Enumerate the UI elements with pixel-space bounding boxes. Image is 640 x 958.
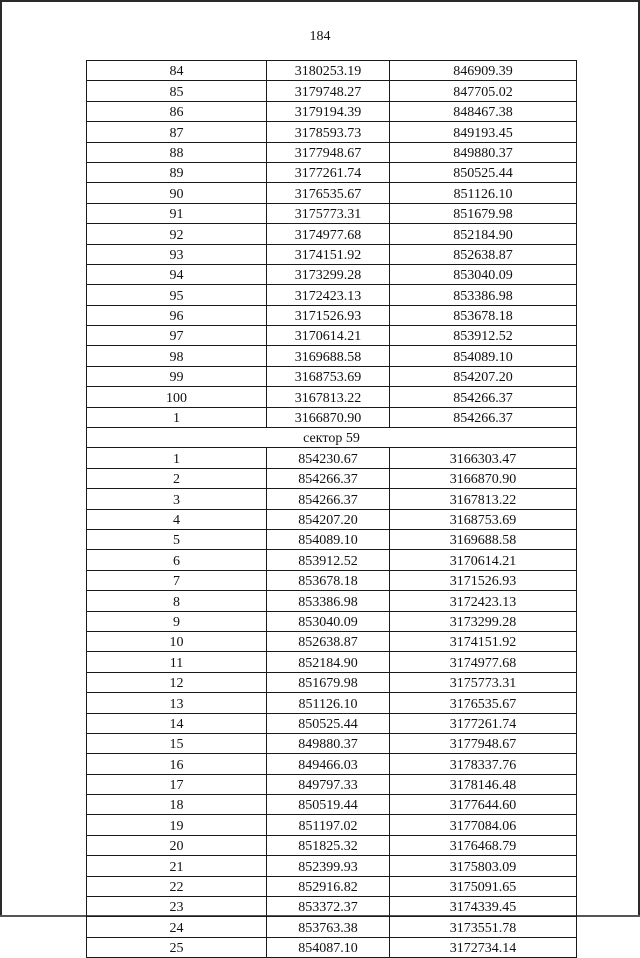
point-number-cell: 17 (87, 774, 267, 794)
sector-header-row (87, 428, 577, 448)
table-row (87, 489, 577, 509)
table-row (87, 631, 577, 651)
point-number-cell: 87 (87, 122, 267, 142)
coordinate-x-cell: 3173299.28 (267, 264, 390, 284)
table-row (87, 795, 577, 815)
table-row (87, 101, 577, 121)
coordinate-y-cell: 3178146.48 (390, 774, 577, 794)
coordinate-x-cell: 851197.02 (267, 815, 390, 835)
coordinate-y-cell: 3175803.09 (390, 856, 577, 876)
coordinate-y-cell: 853912.52 (390, 326, 577, 346)
table-row (87, 693, 577, 713)
table-row (87, 876, 577, 896)
coordinate-x-cell: 3179748.27 (267, 81, 390, 101)
coordinate-y-cell: 3177644.60 (390, 795, 577, 815)
table-row (87, 713, 577, 733)
point-number-cell: 98 (87, 346, 267, 366)
table-row (87, 162, 577, 182)
point-number-cell: 97 (87, 326, 267, 346)
coordinate-x-cell: 854230.67 (267, 448, 390, 468)
point-number-cell: 23 (87, 897, 267, 917)
table-row (87, 733, 577, 753)
point-number-cell: 100 (87, 387, 267, 407)
point-number-cell: 22 (87, 876, 267, 896)
point-number-cell: 24 (87, 917, 267, 937)
point-number-cell: 1 (87, 448, 267, 468)
table-row (87, 448, 577, 468)
point-number-cell: 9 (87, 611, 267, 631)
table-row (87, 754, 577, 774)
coordinate-x-cell: 852184.90 (267, 652, 390, 672)
coordinate-y-cell: 3171526.93 (390, 570, 577, 590)
coordinate-x-cell: 853372.37 (267, 897, 390, 917)
coordinate-y-cell: 3177948.67 (390, 733, 577, 753)
point-number-cell: 18 (87, 795, 267, 815)
coordinate-y-cell: 850525.44 (390, 162, 577, 182)
coordinate-x-cell: 3168753.69 (267, 366, 390, 386)
table-row (87, 122, 577, 142)
table-row (87, 224, 577, 244)
point-number-cell: 89 (87, 162, 267, 182)
table-row (87, 244, 577, 264)
table-row (87, 81, 577, 101)
table-row (87, 570, 577, 590)
point-number-cell: 12 (87, 672, 267, 692)
coordinate-y-cell: 848467.38 (390, 101, 577, 121)
coordinate-x-cell: 853040.09 (267, 611, 390, 631)
coordinate-y-cell: 3166870.90 (390, 468, 577, 488)
coordinate-x-cell: 850519.44 (267, 795, 390, 815)
coordinate-x-cell: 3177948.67 (267, 142, 390, 162)
point-number-cell: 3 (87, 489, 267, 509)
point-number-cell: 16 (87, 754, 267, 774)
coordinate-x-cell: 3170614.21 (267, 326, 390, 346)
coordinate-x-cell: 853912.52 (267, 550, 390, 570)
point-number-cell: 88 (87, 142, 267, 162)
coordinate-y-cell: 852638.87 (390, 244, 577, 264)
point-number-cell: 6 (87, 550, 267, 570)
point-number-cell: 4 (87, 509, 267, 529)
coordinate-x-cell: 853763.38 (267, 917, 390, 937)
table-row (87, 672, 577, 692)
coordinate-x-cell: 3179194.39 (267, 101, 390, 121)
coordinate-x-cell: 3177261.74 (267, 162, 390, 182)
table-row (87, 856, 577, 876)
coordinate-y-cell: 3178337.76 (390, 754, 577, 774)
table-row (87, 652, 577, 672)
coordinate-y-cell: 3172423.13 (390, 591, 577, 611)
coordinate-x-cell: 850525.44 (267, 713, 390, 733)
point-number-cell: 11 (87, 652, 267, 672)
point-number-cell: 86 (87, 101, 267, 121)
coordinate-x-cell: 849466.03 (267, 754, 390, 774)
coordinate-y-cell: 3168753.69 (390, 509, 577, 529)
coordinate-y-cell: 3174977.68 (390, 652, 577, 672)
table-row (87, 591, 577, 611)
coordinate-y-cell: 853040.09 (390, 264, 577, 284)
coordinate-y-cell: 3174339.45 (390, 897, 577, 917)
point-number-cell: 25 (87, 937, 267, 957)
coordinate-y-cell: 3169688.58 (390, 529, 577, 549)
coordinate-x-cell: 852399.93 (267, 856, 390, 876)
coordinate-y-cell: 849880.37 (390, 142, 577, 162)
table-row (87, 407, 577, 427)
coordinate-y-cell: 851679.98 (390, 203, 577, 223)
coordinate-x-cell: 3174977.68 (267, 224, 390, 244)
page-number: 184 (309, 29, 331, 44)
coordinate-x-cell: 853678.18 (267, 570, 390, 590)
coordinate-y-cell: 851126.10 (390, 183, 577, 203)
coordinate-y-cell: 3175091.65 (390, 876, 577, 896)
table-row (87, 305, 577, 325)
coordinate-y-cell: 3176535.67 (390, 693, 577, 713)
coordinate-x-cell: 3178593.73 (267, 122, 390, 142)
table-row (87, 142, 577, 162)
point-number-cell: 7 (87, 570, 267, 590)
coordinate-x-cell: 3176535.67 (267, 183, 390, 203)
coordinate-x-cell: 3180253.19 (267, 61, 390, 81)
coordinate-y-cell: 3175773.31 (390, 672, 577, 692)
point-number-cell: 19 (87, 815, 267, 835)
coordinate-y-cell: 849193.45 (390, 122, 577, 142)
table-row (87, 387, 577, 407)
coordinate-x-cell: 3166870.90 (267, 407, 390, 427)
coordinate-y-cell: 3173551.78 (390, 917, 577, 937)
coordinate-y-cell: 3166303.47 (390, 448, 577, 468)
table-row (87, 897, 577, 917)
point-number-cell: 13 (87, 693, 267, 713)
coordinate-x-cell: 851825.32 (267, 835, 390, 855)
coordinate-x-cell: 3175773.31 (267, 203, 390, 223)
coordinate-x-cell: 852638.87 (267, 631, 390, 651)
table-row (87, 815, 577, 835)
point-number-cell: 92 (87, 224, 267, 244)
coordinate-x-cell: 854266.37 (267, 489, 390, 509)
point-number-cell: 14 (87, 713, 267, 733)
coordinate-y-cell: 3176468.79 (390, 835, 577, 855)
coordinates-table-top-body (87, 61, 577, 428)
coordinate-y-cell: 847705.02 (390, 81, 577, 101)
coordinate-x-cell: 854266.37 (267, 468, 390, 488)
coordinate-x-cell: 853386.98 (267, 591, 390, 611)
coordinate-x-cell: 3171526.93 (267, 305, 390, 325)
table-row (87, 203, 577, 223)
coordinates-table (86, 60, 577, 958)
coordinate-x-cell: 851679.98 (267, 672, 390, 692)
coordinate-y-cell: 854266.37 (390, 387, 577, 407)
table-row (87, 285, 577, 305)
point-number-cell: 91 (87, 203, 267, 223)
point-number-cell: 8 (87, 591, 267, 611)
point-number-cell: 93 (87, 244, 267, 264)
sector-header-body (87, 428, 577, 448)
table-row (87, 550, 577, 570)
coordinate-x-cell: 854087.10 (267, 937, 390, 957)
coordinate-x-cell: 849880.37 (267, 733, 390, 753)
table-row (87, 346, 577, 366)
table-row (87, 264, 577, 284)
point-number-cell: 2 (87, 468, 267, 488)
coordinate-x-cell: 3172423.13 (267, 285, 390, 305)
table-row (87, 183, 577, 203)
table-row (87, 611, 577, 631)
coordinate-x-cell: 854089.10 (267, 529, 390, 549)
point-number-cell: 99 (87, 366, 267, 386)
coordinate-x-cell: 854207.20 (267, 509, 390, 529)
point-number-cell: 21 (87, 856, 267, 876)
table-row (87, 326, 577, 346)
coordinate-x-cell: 3174151.92 (267, 244, 390, 264)
table-row (87, 937, 577, 957)
coordinate-y-cell: 3177261.74 (390, 713, 577, 733)
table-row (87, 366, 577, 386)
coordinate-y-cell: 3177084.06 (390, 815, 577, 835)
table-row (87, 468, 577, 488)
table-row (87, 509, 577, 529)
coordinate-y-cell: 3167813.22 (390, 489, 577, 509)
coordinate-y-cell: 846909.39 (390, 61, 577, 81)
table-row (87, 529, 577, 549)
coordinate-y-cell: 853678.18 (390, 305, 577, 325)
point-number-cell: 96 (87, 305, 267, 325)
point-number-cell: 20 (87, 835, 267, 855)
point-number-cell: 94 (87, 264, 267, 284)
coordinate-x-cell: 851126.10 (267, 693, 390, 713)
point-number-cell: 1 (87, 407, 267, 427)
coordinate-x-cell: 3167813.22 (267, 387, 390, 407)
page-edge-left (0, 0, 2, 917)
coordinate-y-cell: 3173299.28 (390, 611, 577, 631)
point-number-cell: 84 (87, 61, 267, 81)
coordinate-x-cell: 3169688.58 (267, 346, 390, 366)
table-row (87, 774, 577, 794)
sector-label: сектор 59 (87, 428, 577, 448)
coordinate-y-cell: 853386.98 (390, 285, 577, 305)
point-number-cell: 15 (87, 733, 267, 753)
coordinate-x-cell: 852916.82 (267, 876, 390, 896)
coordinate-x-cell: 849797.33 (267, 774, 390, 794)
coordinate-y-cell: 854266.37 (390, 407, 577, 427)
table-row (87, 61, 577, 81)
coordinate-y-cell: 3174151.92 (390, 631, 577, 651)
point-number-cell: 5 (87, 529, 267, 549)
coordinates-table-bottom-body (87, 448, 577, 958)
table-row (87, 917, 577, 937)
coordinate-y-cell: 852184.90 (390, 224, 577, 244)
coordinate-y-cell: 854207.20 (390, 366, 577, 386)
page-edge-top (0, 0, 640, 2)
point-number-cell: 90 (87, 183, 267, 203)
point-number-cell: 10 (87, 631, 267, 651)
coordinate-y-cell: 3172734.14 (390, 937, 577, 957)
table-row (87, 835, 577, 855)
coordinate-y-cell: 3170614.21 (390, 550, 577, 570)
coordinate-y-cell: 854089.10 (390, 346, 577, 366)
point-number-cell: 85 (87, 81, 267, 101)
point-number-cell: 95 (87, 285, 267, 305)
